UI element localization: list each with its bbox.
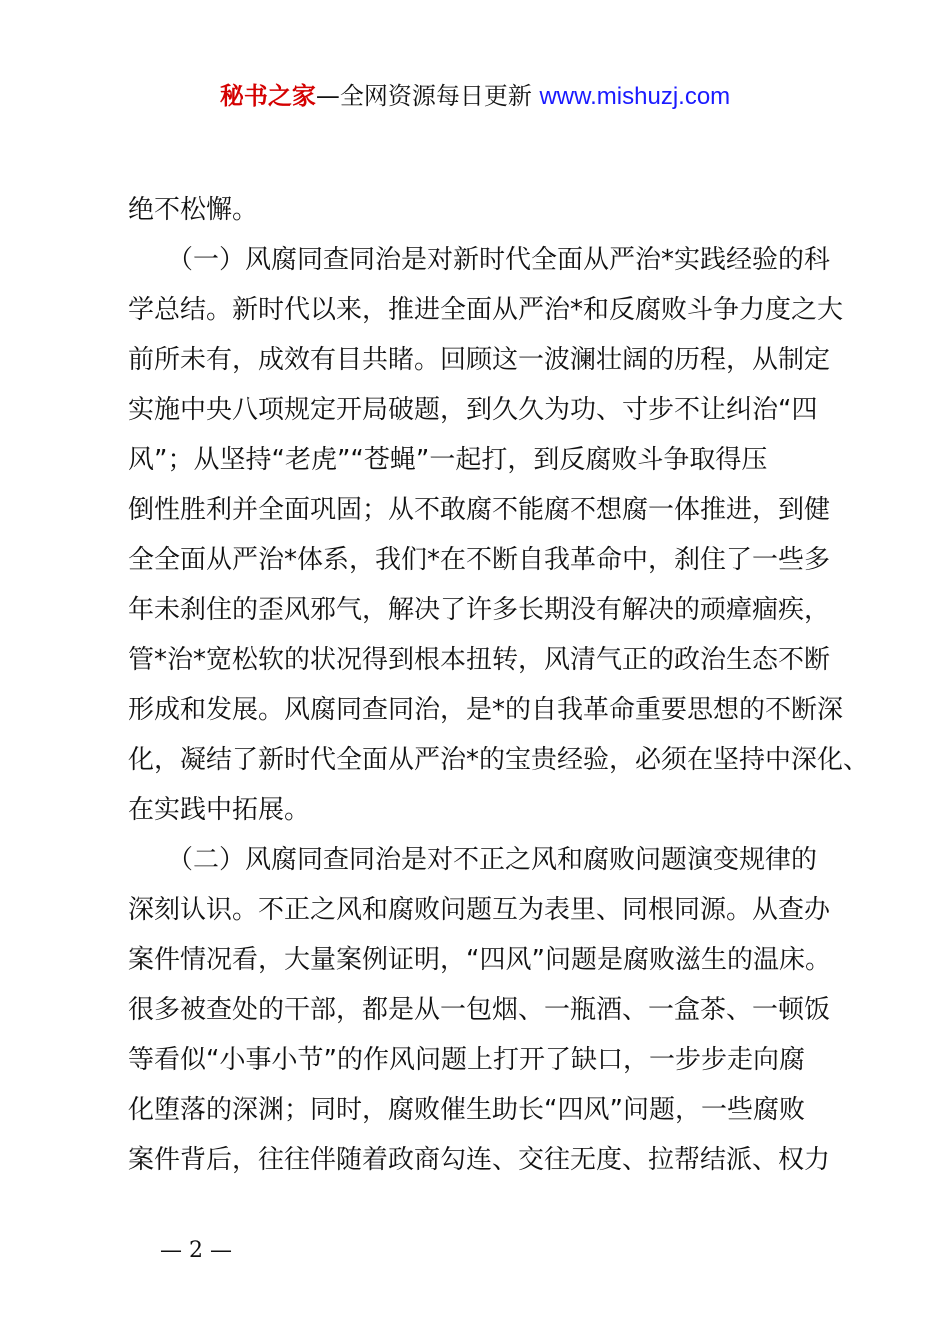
text-line: 风”；从坚持“老虎”“苍蝇”一起打，到反腐败斗争取得压: [128, 445, 768, 475]
text-line: 等看似“小事小节”的作风问题上打开了缺口，一步步走向腐: [128, 1045, 805, 1075]
page-number: — 2 —: [160, 1238, 232, 1263]
document-body: [128, 185, 870, 1185]
text-line: 化，凝结了新时代全面从严治*的宝贵经验，必须在坚持中深化、: [128, 745, 870, 775]
text-line: （一）风腐同查同治是对新时代全面从严治*实践经验的科: [128, 245, 831, 275]
text-line: 年未刹住的歪风邪气，解决了许多长期没有解决的顽瘴痼疾，: [128, 595, 831, 625]
text-line: 学总结。新时代以来，推进全面从严治*和反腐败斗争力度之大: [128, 295, 844, 325]
text-line: 前所未有，成效有目共睹。回顾这一波澜壮阔的历程，从制定: [128, 345, 831, 375]
text-line: 管*治*宽松软的状况得到根本扭转，风清气正的政治生态不断: [128, 645, 831, 675]
text-line: 案件背后，往往伴随着政商勾连、交往无度、拉帮结派、权力: [128, 1145, 831, 1175]
brand-name: 秘书之家: [219, 82, 316, 110]
text-line: 在实践中拓展。: [128, 795, 311, 825]
page-header: [0, 80, 950, 113]
text-line: 全全面从严治*体系，我们*在不断自我革命中，刹住了一些多: [128, 545, 831, 575]
text-line: 倒性胜利并全面巩固；从不敢腐不能腐不想腐一体推进，到健: [128, 495, 831, 525]
text-line: 很多被查处的干部，都是从一包烟、一瓶酒、一盒茶、一顿饭: [128, 995, 831, 1025]
text-line: 案件情况看，大量案例证明，“四风”问题是腐败滋生的温床。: [128, 945, 831, 975]
header-tagline: —全网资源每日更新: [315, 82, 532, 110]
text-line: 深刻认识。不正之风和腐败问题互为表里、同根同源。从查办: [128, 895, 831, 925]
text-line: 绝不松懈。: [128, 195, 259, 225]
text-line: （二）风腐同查同治是对不正之风和腐败问题演变规律的: [128, 845, 818, 875]
text-line: 形成和发展。风腐同查同治，是*的自我革命重要思想的不断深: [128, 695, 844, 725]
text-line: 化堕落的深渊；同时，腐败催生助长“四风”问题，一些腐败: [128, 1095, 805, 1125]
website-link[interactable]: www.mishuzj.com: [539, 83, 731, 110]
text-line: 实施中央八项规定开局破题，到久久为功、寸步不让纠治“四: [128, 395, 818, 425]
